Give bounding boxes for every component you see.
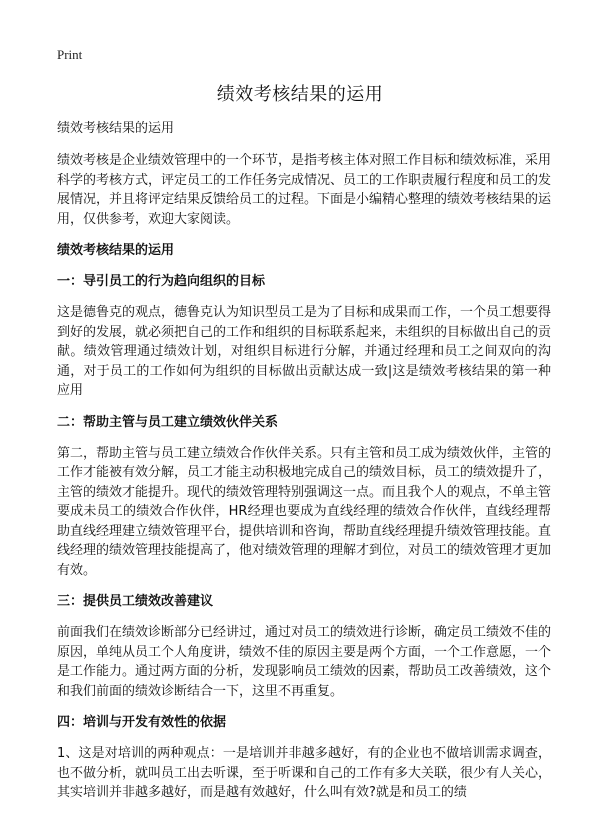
print-link[interactable]: Print	[57, 47, 83, 62]
section-heading: 绩效考核结果的运用	[57, 243, 175, 258]
section-4-body: 1、这是对培训的两种观点：一是培训并非越多越好，有的企业也不做培训需求调查，也不做分析，就叫员工出去听课，至于听课和自己的工作有多大关联，很少有人关心，其实培训并非越多越好，而是越有效越好，什么叫有效?就是和员工的绩	[57, 746, 552, 800]
document-title: 绩效考核结果的运用	[216, 84, 384, 105]
section-3-body: 前面我们在绩效诊断部分已经讲过，通过对员工的绩效进行诊断，确定员工绩效不佳的原因，单纯从员工个人角度讲，绩效不佳的原因主要是两个方面，一个工作意愿，一个是工作能力。通过两方面的分析，发现影响员工绩效的因素，帮助员工改善绩效，这个和我们前面的绩效诊断结合一下，这里不再重复。	[57, 625, 552, 699]
section-1-heading: 一：导引员工的行为趋向组织的目标	[57, 274, 266, 289]
document-subtitle: 绩效考核结果的运用	[57, 121, 175, 136]
section-2-heading: 二：帮助主管与员工建立绩效伙伴关系	[57, 414, 279, 430]
section-2-body: 第二，帮助主管与员工建立绩效合作伙伴关系。只有主管和员工成为绩效伙伴，主管的工作才能被有效分解，员工才能主动积极地完成自己的绩效目标，员工的绩效提升了，主管的绩效才能提升。现代的绩效管理特别强调这一点。而且我个人的观点，不单主管要成未员工的绩效合作伙伴，HR经理也要成为直线经理的绩效合作伙伴，直线经理帮助直线经理建立绩效管理平台，提供培训和咨询，帮助直线经理提升绩效管理技能。直线经理的绩效管理技能提高了，他对绩效管理的理解才到位，对员工的绩效管理才更加有效。	[57, 445, 552, 578]
section-4-heading: 四：培训与开发有效性的依据	[57, 715, 227, 730]
intro-paragraph: 绩效考核是企业绩效管理中的一个环节，是指考核主体对照工作目标和绩效标准，采用科学的考核方式，评定员工的工作任务完成情况、员工的工作职责履行程度和员工的发展情况，并且将评定结果反馈给员工的过程。下面是小编精心整理的绩效考核结果的运用，仅供参考，欢迎大家阅读。	[57, 153, 552, 227]
section-3-heading: 三：提供员工绩效改善建议	[57, 594, 214, 609]
section-1-body: 这是德鲁克的观点，德鲁克认为知识型员工是为了目标和成果而工作，一个员工想要得到好的发展，就必须把自己的工作和组织的目标联系起来，未组织的目标做出自己的贡献。绩效管理通过绩效计划，对组织目标进行分解，并通过经理和员工之间双向的沟通，对于员工的工作如何为组织的目标做出贡献达成一致|这是绩效考核结果的第一种应用	[57, 305, 552, 398]
document-body	[57, 119, 551, 803]
